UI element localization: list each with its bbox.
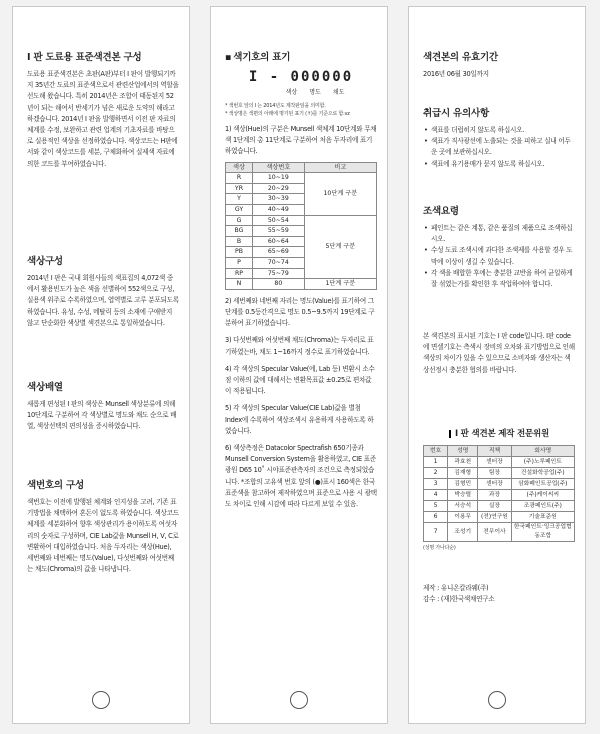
table-cell: 5단계 구분: [304, 215, 376, 279]
table-cell: P: [226, 257, 253, 268]
table-cell: 70~74: [252, 257, 304, 268]
table-header: 번호: [424, 446, 448, 457]
table-header: 성명: [448, 446, 478, 457]
item-1: 1) 색상(Hue)의 구분은 Munsell 색체계 10단계와 무채색 1단계의 총 11단계로 구분하여 처음 두자리에 표기하였습니다.: [225, 125, 377, 156]
table-row: 4 박승렬 과장 (주)케이씨씨: [424, 490, 575, 501]
item-4: 4) 각 색상의 Specular Value(에, Lab 등) 변환시 소수점 이하의 값에 대해서는 변환목표값 ±0.25로 편차값이 적용됩니다.: [225, 364, 375, 396]
mixing-list: [423, 223, 575, 290]
section-title: I 판 색견본 제작 전문위원: [423, 427, 575, 439]
table-cell: Y: [226, 194, 253, 205]
note: * 색번호 앞의 I 는 2014년도 제작판임을 의미함.: [225, 103, 326, 109]
table-row: 1 곽효천 센터장 (주)노루페인트: [424, 457, 575, 468]
section-credits: [423, 583, 575, 605]
section-validity: [423, 49, 575, 80]
section-title: 색상구성: [27, 256, 63, 267]
section-code-notice: [423, 331, 575, 376]
table-row: 3 김형민 센터장 삼화페인트공업(주): [424, 479, 575, 490]
table-cell: N: [226, 279, 253, 290]
table-row: 7 조성기 전무이사 한국페인트·잉크공업협동조합: [424, 523, 575, 542]
code-parts: [253, 87, 377, 96]
section-body: 2014년 I 판은 국내 회원사들의 색표집의 4,072색 중에서 활용빈도가 높은 색을 선별하여 552색으로 구성, 실용색 위주로 수록하였으며, 엽역별로 고루 분포되도록 하였습니다. 유성, 수성, 메탈릭 등의 소재에 구애받지 않고 단순화한 색상별 색견본으로 통일하였습니다.: [27, 274, 179, 327]
list-item: • 수성 도료 조색시에 과다한 조색제를 사용할 경우 도막에 이상이 생길 수 있습니다.: [431, 245, 575, 267]
info-card-1: [12, 6, 190, 724]
list-item: • 페인트는 같은 계통, 같은 품질의 제품으로 조색하십시오.: [431, 223, 575, 245]
table-header: 색상번호: [252, 162, 304, 173]
section-body: 본 색견본의 표시된 기호는 I 판 code입니다. I판 code에 면셀기호는 측색시 장비의 오차와 표기방법으로 인해 색상의 차이가 있을 수 있으므로 소비자와 생산자는 색상선정시 충분한 협의를 바랍니다.: [423, 332, 575, 374]
table-header: 회사명: [511, 446, 574, 457]
code-part-chroma: 채도: [332, 89, 345, 96]
table-cell: B: [226, 236, 253, 247]
section-title: ▪ 색기호의 표기: [225, 52, 291, 63]
table-cell: 1단계 구분: [304, 279, 376, 290]
table-header: 비고: [304, 162, 376, 173]
code-part-value: 명도: [309, 89, 321, 96]
section-body: 도료용 표준색견본은 초판(A판)부터 I 판이 발행되기까지 35년간 도료의 표준색으로서 관련산업에서의 역할을 선도해 왔습니다. 특히 2014년은 조합이 태동된지 52년이 되는 해여서 반세기가 넘은 새로운 도약의 해라고 하겠습니다. 2014년 I 판을 발행하면서 이전 판 자료의 체계를 수정, 보완하고 관련 업계의 기초자료를 바탕으로 실용적인 색상을 선정하였습니다. 색상코드는 H판에서와 같이 색상코드를 세분, 구체화하여 실제색 자료에 의한 코드를 부여하였습니다.: [27, 70, 179, 168]
table-cell: 20~29: [252, 183, 304, 194]
section-body: 2016년 06월 30일까지: [423, 70, 489, 78]
maker-credit: 제작 : 유니온칼라웨(주): [423, 584, 489, 592]
committee-table: [423, 445, 575, 542]
list-item: • 각 색을 배합한 후에는 충분한 교반을 하여 균일하게 잘 섞였는가를 확인한 후 작업하여야 합니다.: [431, 268, 575, 290]
code-part-hue: 색상: [285, 89, 298, 96]
list-item: • 색표에 유기용매가 묻지 않도록 하십시오.: [431, 159, 575, 170]
section-title: 취급시 유의사항: [423, 108, 489, 119]
table-cell: GY: [226, 204, 253, 215]
section-color-arrangement: [27, 379, 179, 433]
table-row: 6 이용무 (전)연구원 기술표준원: [424, 512, 575, 523]
handling-list: [423, 125, 575, 170]
section-color-number: [27, 477, 179, 575]
section-title: 색상배열: [27, 382, 63, 393]
supervisor-credit: 감수 : (재)한국색채연구소: [423, 595, 495, 604]
section-title: 색견본의 유효기간: [423, 52, 498, 63]
item-5: 5) 각 색상의 Specular Value(CIE Lab)값을 별첨 Index에 수록하여 색상조색시 유용하게 사용하도록 하였습니다.: [225, 404, 374, 435]
hue-table: [225, 162, 377, 290]
table-header: 색상: [226, 162, 253, 173]
table-cell: 60~64: [252, 236, 304, 247]
table-cell: 80: [252, 279, 304, 290]
section-title: 색번호의 구성: [27, 480, 84, 491]
code-format: I - 000000: [248, 69, 354, 85]
table-cell: G: [226, 215, 253, 226]
table-cell: YR: [226, 183, 253, 194]
section-handling: [423, 105, 575, 170]
info-card-2: [210, 6, 388, 724]
section-body: 새롭게 편성된 I 판의 색상은 Munsell 색상분류에 의해 10단계로 구분하여 각 색상별로 명도와 채도 순으로 배열, 색상선택의 편의성을 증시하였습니다.: [27, 400, 177, 431]
table-cell: 50~54: [252, 215, 304, 226]
table-cell: 40~49: [252, 204, 304, 215]
table-cell: 30~39: [252, 194, 304, 205]
hang-hole: [488, 691, 506, 709]
table-cell: R: [226, 173, 253, 184]
section-committee: [423, 427, 575, 552]
table-row: 2 김재형 팀장 건설화학공업(주): [424, 468, 575, 479]
table-cell: 65~69: [252, 247, 304, 258]
section-composition: [27, 49, 179, 170]
section-mixing: [423, 203, 575, 290]
section-title: I 판 도료용 표준색견본 구성: [27, 52, 142, 63]
table-cell: BG: [226, 226, 253, 237]
item-3: 3) 다섯번째와 여섯번째 채도(Chroma)는 두자리로 표기하였는바, 채도 1~16까지 정수로 표기하였습니다.: [225, 336, 374, 356]
table-cell: RP: [226, 268, 253, 279]
item-2: 2) 세번째와 네번째 자리는 명도(Value)를 표기하여 그 단계를 0.5등간격으로 명도 0.5~9.5까지 19단계로 구분하여 표기하였습니다.: [225, 296, 375, 328]
table-cell: 10단계 구분: [304, 173, 376, 215]
note: * 색상명은 색편의 아래에 명기된 표기 (↑)를 기준으로 함.vz: [225, 111, 350, 117]
list-item: • 색표를 더럽히지 않도록 하십시오.: [431, 125, 575, 136]
table-cell: 75~79: [252, 268, 304, 279]
table-cell: 10~19: [252, 173, 304, 184]
list-item: • 색표가 직사광선에 노출되는 것을 피하고 실내 어두운 곳에 보관하십시오.: [431, 136, 575, 158]
section-notation: [225, 49, 377, 510]
table-header: 직책: [478, 446, 511, 457]
section-body: 색번호는 이전에 발행된 체계와 인지성을 고려, 기존 표기방법을 채택하여 혼돈이 없도록 하였습니다. 색상코드 체계를 세분화하여 향후 색상관리가 용이하도록 여섯자리의 숫자로 구성하며, CIE Lab값을 Munsell H, V, C로 변환하여 대입하였습니다. 처음 두자리는 색상(Hue), 세번째와 네번째는 명도(Value), 다섯번째와 여섯번째는 채도(Chroma)의 값을 나타냅니다.: [27, 498, 179, 574]
table-cell: PB: [226, 247, 253, 258]
committee-note: (성명 가나다순): [423, 545, 456, 551]
hang-hole: [290, 691, 308, 709]
info-card-3: [408, 6, 586, 724]
item-6: 6) 색상측정은 Datacolor Spectrafish 650기종과 Munsell Conversion System을 활용하였고, CIE 표준광원 D65 10˚ 시야표준관측자의 조건으로 측정되었습니다. *조합의 고유색 번호 앞의 (●)표시 160색은 한국표준색을 참고하여 제작하였으며 표준으로 사용 시 광택도 차이로 인해 시감에 따라 다르게 보일 수 있음.: [225, 443, 377, 508]
section-title: 조색요령: [423, 206, 459, 217]
table-cell: 55~59: [252, 226, 304, 237]
section-color-composition: [27, 253, 179, 329]
table-row: 5 서승석 실장 조광페인트(주): [424, 501, 575, 512]
hang-hole: [92, 691, 110, 709]
